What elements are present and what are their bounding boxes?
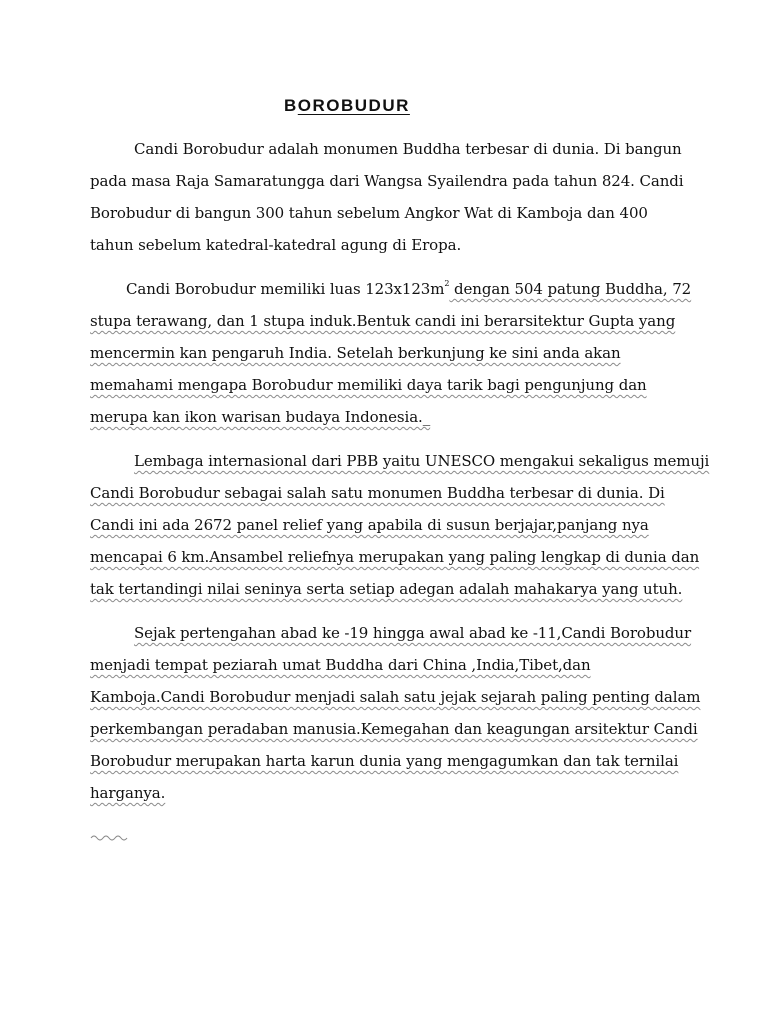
paragraph-3: [90, 445, 710, 605]
paragraph-line: Candi Borobudur sebagai salah satu monumen Buddha terbesar di dunia. Di: [90, 484, 665, 502]
paragraph-text: Candi Borobudur memiliki luas 123x123m: [126, 280, 445, 298]
paragraph-line: Candi ini ada 2672 panel relief yang apabila di susun berjajar,panjang nya: [90, 516, 649, 534]
paragraph-line: merupa kan ikon warisan budaya Indonesia._: [90, 408, 431, 426]
paragraph-4: [90, 617, 701, 809]
paragraph-line: Kamboja.Candi Borobudur menjadi salah satu jejak sejarah paling penting dalam: [90, 688, 701, 706]
paragraph-1: [90, 133, 690, 261]
superscript: 2: [444, 279, 450, 288]
paragraph-line: Sejak pertengahan abad ke -19 hingga awal abad ke -11,Candi Borobudur: [134, 624, 692, 642]
paragraph-text: dengan 504 patung Buddha, 72: [449, 280, 692, 298]
paragraph-line: Borobudur di bangun 300 tahun sebelum Angkor Wat di Kamboja dan 400: [90, 204, 648, 222]
document-title: [284, 96, 410, 116]
paragraph-line: memahami mengapa Borobudur memiliki daya tarik bagi pengunjung dan: [90, 376, 647, 394]
paragraph-2: [90, 273, 690, 433]
paragraph-line: tahun sebelum katedral-katedral agung di Eropa.: [90, 236, 462, 254]
paragraph-line: menjadi tempat peziarah umat Buddha dari China ,India,Tibet,dan: [90, 656, 591, 674]
paragraph-line: mencapai 6 km.Ansambel reliefnya merupakan yang paling lengkap di dunia dan: [90, 548, 700, 566]
paragraph-line: Lembaga internasional dari PBB yaitu UNESCO mengakui sekaligus memuji: [134, 452, 710, 470]
paragraph-line: Borobudur merupakan harta karun dunia yang mengagumkan dan tak ternilai: [90, 752, 679, 770]
paragraph-line: mencermin kan pengaruh India. Setelah berkunjung ke sini anda akan: [90, 344, 621, 362]
title-first-letter: B: [284, 96, 298, 115]
paragraph-line: tak tertandingi nilai seninya serta setiap adegan adalah mahakarya yang utuh.: [90, 580, 683, 598]
paragraph-line: [90, 273, 690, 305]
spellcheck-squiggle-icon: [90, 832, 130, 844]
paragraph-line: Candi Borobudur adalah monumen Buddha terbesar di dunia. Di bangun: [134, 140, 682, 158]
title-rest: OROBUDUR: [297, 96, 410, 115]
paragraph-line: stupa terawang, dan 1 stupa induk.Bentuk candi ini berarsitektur Gupta yang: [90, 312, 676, 330]
paragraph-line: pada masa Raja Samaratungga dari Wangsa Syailendra pada tahun 824. Candi: [90, 172, 684, 190]
paragraph-line: perkembangan peradaban manusia.Kemegahan dan keagungan arsitektur Candi: [90, 720, 698, 738]
paragraph-line: harganya.: [90, 784, 166, 802]
